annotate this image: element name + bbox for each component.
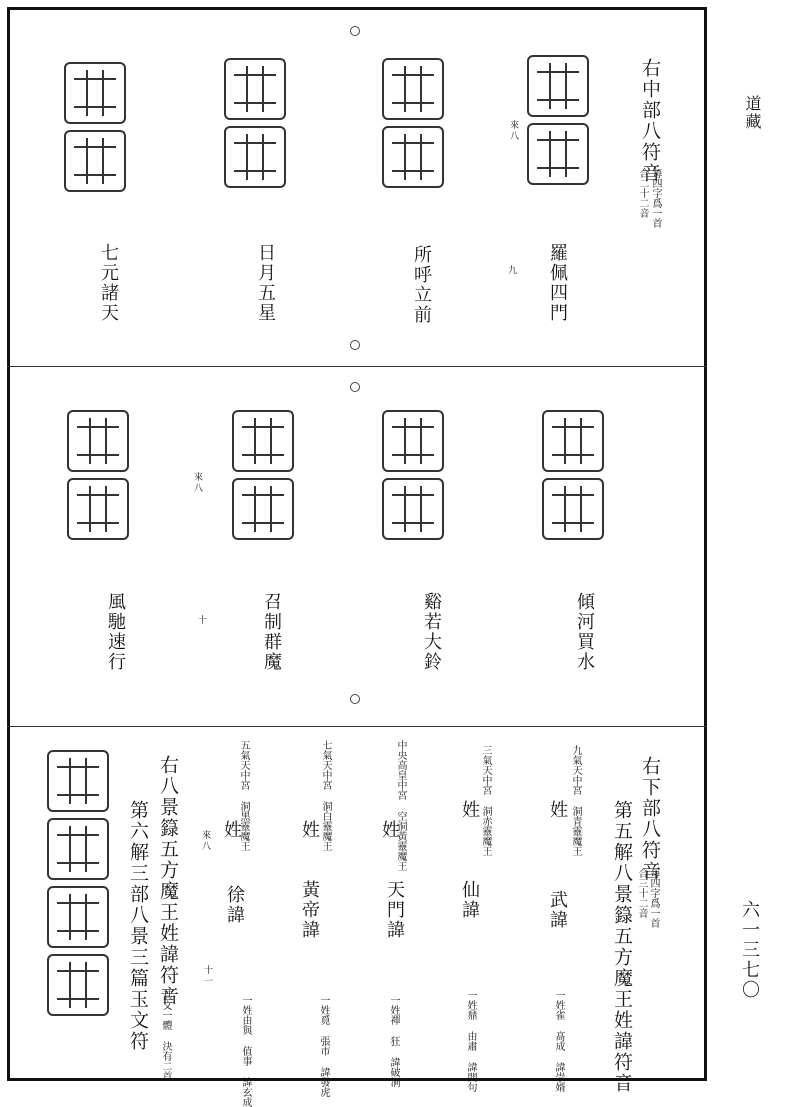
king-note: 一姓雀 髙成 諱崇婿 — [553, 990, 564, 1092]
king-label: 七氣天中宮 洞白靈魔王 — [320, 740, 331, 851]
king-surname: 姓 — [459, 800, 480, 820]
page-number: 六一三七〇 — [739, 900, 760, 1000]
king-label: 中央高皇中宮 空洞黃靈魔王 — [395, 740, 406, 871]
caption: 傾河買水 — [574, 592, 595, 672]
closing-note: 其文一體 決有二首 — [160, 990, 171, 1081]
king-given: 天門諱 — [384, 880, 405, 940]
margin-mark: 九 — [506, 265, 516, 276]
caption: 七元諸天 — [98, 243, 119, 323]
king-note: 一姓鼎 由肅 諱開句 — [465, 990, 476, 1092]
king-surname: 姓 — [379, 820, 400, 840]
seal-glyph-group — [230, 410, 296, 540]
king-note: 一姓禪 狂 諱破洞 — [388, 995, 399, 1087]
seal-glyph-group — [380, 410, 446, 540]
king-note: 一姓由與 值事 諱玄成 — [240, 995, 251, 1107]
king-given: 黃帝諱 — [299, 880, 320, 940]
king-given: 徐諱 — [224, 885, 245, 925]
king-label: 三氣天中宮 洞赤靈魔王 — [480, 745, 491, 856]
king-label: 五氣天中宮 洞黑靈魔王 — [238, 740, 249, 851]
seal-glyph-group — [65, 410, 131, 540]
heading-note: 每四字爲一首 — [648, 868, 659, 928]
margin-mark: 來八 — [200, 830, 210, 852]
margin-title: 道藏 — [743, 95, 762, 131]
margin-mark: 十 — [196, 615, 206, 626]
panel-divider — [7, 366, 707, 367]
closing-line: 第六解三部八景三篇玉文符 — [127, 800, 149, 1052]
heading-note: 每四字爲一首 — [650, 168, 661, 228]
caption: 召制群魔 — [261, 592, 282, 672]
king-surname: 姓 — [547, 800, 568, 820]
heading-line: 右中部八符音 — [639, 58, 661, 184]
king-given: 仙諱 — [459, 880, 480, 920]
seal-glyph-group — [45, 750, 111, 1016]
seal-glyph-group — [525, 55, 591, 185]
caption: 谿若大鈴 — [421, 592, 442, 672]
closing-line: 右八景籙五方魔王姓諱符音 — [157, 755, 179, 1007]
seal-glyph-group — [62, 62, 128, 192]
margin-mark: 十一 — [202, 965, 212, 987]
seal-glyph-group — [540, 410, 606, 540]
king-surname: 姓 — [221, 820, 242, 840]
heading-line: 第五解八景籙五方魔王姓諱符音 — [611, 800, 633, 1094]
seal-glyph-group — [380, 58, 446, 188]
margin-mark: 來八 — [192, 472, 202, 494]
panel-divider — [7, 726, 707, 727]
caption: 所呼立前 — [411, 245, 432, 325]
seal-glyph-group — [222, 58, 288, 188]
margin-mark: 來八 — [508, 120, 518, 142]
heading-note: 合三十二音 — [636, 868, 647, 918]
caption: 風馳速行 — [105, 592, 126, 672]
binding-hole — [350, 26, 360, 36]
king-given: 武諱 — [547, 890, 568, 930]
caption: 日月五星 — [255, 243, 276, 323]
caption: 羅佩四門 — [547, 243, 568, 323]
heading-note: 合二十二音 — [637, 168, 648, 218]
heading-line: 右下部八符音 — [639, 756, 661, 882]
binding-hole — [350, 382, 360, 392]
binding-hole — [350, 340, 360, 350]
binding-hole — [350, 694, 360, 704]
king-note: 一姓覓 張市 諱發虎 — [318, 995, 329, 1097]
king-label: 九氣天中宮 洞青靈魔王 — [570, 745, 581, 856]
king-surname: 姓 — [299, 820, 320, 840]
